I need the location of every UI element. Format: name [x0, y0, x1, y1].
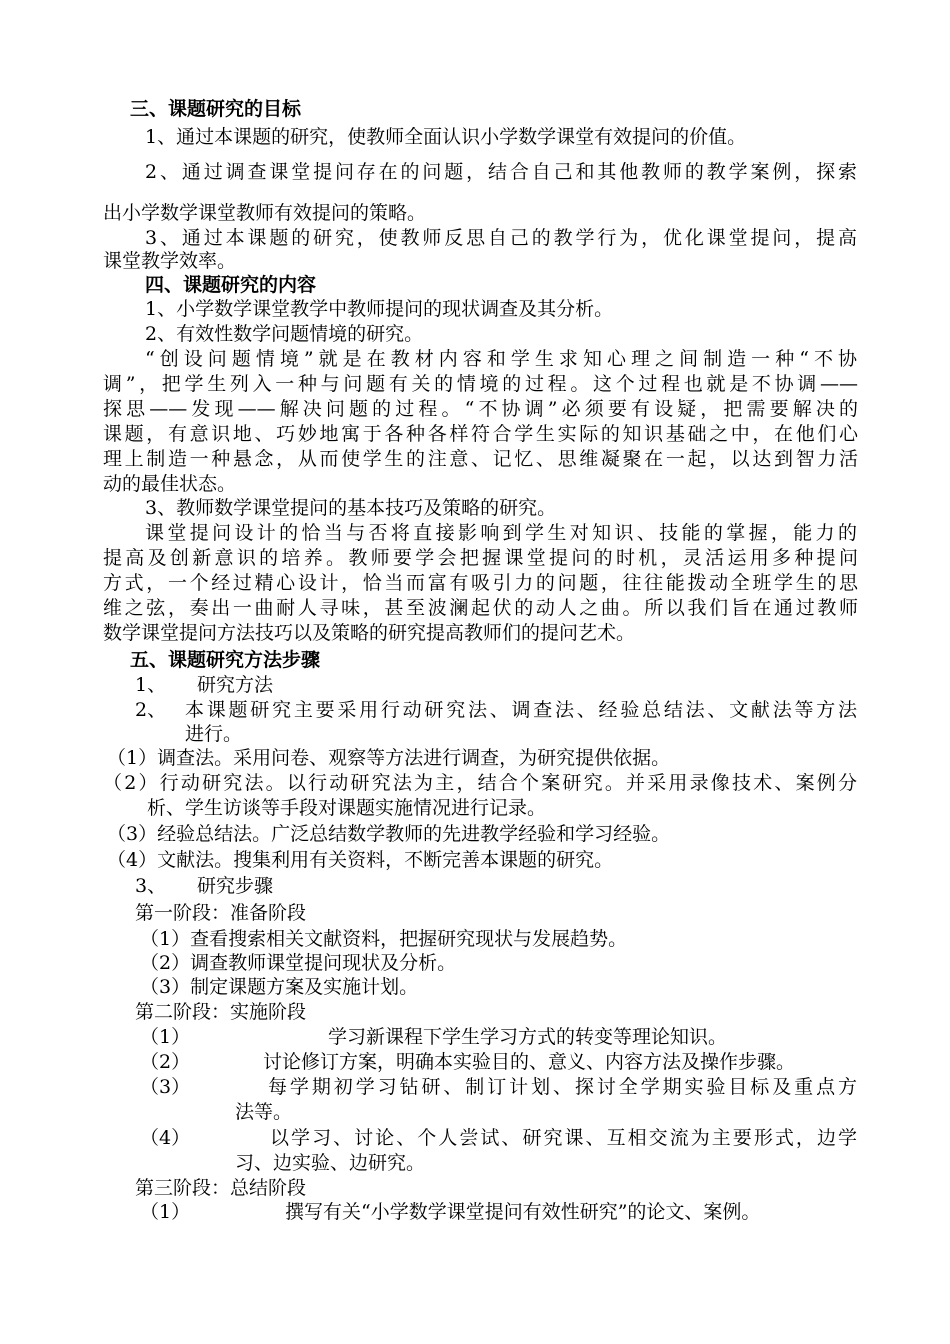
paragraph-2-line-4: 维之弦，奏出一曲耐人寻味，甚至波澜起伏的动人之曲。所以我们旨在通过教师 [103, 597, 858, 619]
paragraph-1-line-1: “创设问题情境”就是在教材内容和学生求知心理之间制造一种“不协 [145, 348, 857, 370]
method-1: （1）调查法。采用问卷、观察等方法进行调查，为研究提供依据。 [107, 747, 671, 769]
stage-1-item-2: （2）调查教师课堂提问现状及分析。 [140, 952, 457, 974]
content-item-2: 2、有效性数学问题情境的研究。 [145, 323, 424, 345]
section-4-heading: 四、课题研究的内容 [145, 274, 317, 296]
paragraph-1-line-3: 探思——发现——解决问题的过程。“不协调”必须要有设疑，把需要解决的 [103, 398, 858, 420]
paragraph-1-line-4: 课题，有意识地、巧妙地寓于各种各样符合学生实际的知识基础之中，在他们心 [103, 423, 858, 445]
section-5-heading: 五、课题研究方法步骤 [130, 649, 321, 671]
stage-2-item-4-number: （4） [140, 1127, 191, 1149]
list-2-text-line-1: 本课题研究主要采用行动研究法、调查法、经验总结法、文献法等方法 [185, 699, 857, 721]
list-1-number: 1、 [135, 674, 167, 696]
goal-3-line-2: 课堂教学效率。 [103, 250, 237, 272]
stage-2-item-1-number: （1） [140, 1026, 191, 1048]
goal-2-line-1: 2、通过调查课堂提问存在的问题，结合自己和其他教师的教学案例，探索 [145, 161, 857, 183]
stage-2-item-2-text: 讨论修订方案，明确本实验目的、意义、内容方法及操作步骤。 [263, 1051, 796, 1073]
content-item-3: 3、教师数学课堂提问的基本技巧及策略的研究。 [145, 497, 557, 519]
goal-3-line-1: 3、通过本课题的研究，使教师反思自己的教学行为，优化课堂提问，提高 [145, 227, 857, 249]
stage-2-item-3-text-line-1: 每学期初学习钻研、制订计划、探讨全学期实验目标及重点方 [268, 1076, 857, 1098]
stage-2-item-4-text-line-1: 以学习、讨论、个人尝试、研究课、互相交流为主要形式，边学 [270, 1127, 857, 1149]
paragraph-1-line-2: 调”，把学生列入一种与问题有关的情境的过程。这个过程也就是不协调—— [103, 373, 858, 395]
stage-1-item-1: （1）查看搜索相关文献资料，把握研究现状与发展趋势。 [140, 928, 628, 950]
stage-3-title: 第三阶段：总结阶段 [135, 1177, 307, 1199]
stage-2-item-2-number: （2） [140, 1051, 191, 1073]
method-2-line-2: 析、学生访谈等手段对课题实施情况进行记录。 [147, 797, 547, 819]
method-4: （4）文献法。搜集利用有关资料，不断完善本课题的研究。 [107, 849, 614, 871]
stage-2-item-4-text-line-2: 习、边实验、边研究。 [235, 1152, 426, 1174]
method-3: （3）经验总结法。广泛总结数学教师的先进教学经验和学习经验。 [107, 823, 671, 845]
list-1-text: 研究方法 [197, 674, 274, 696]
paragraph-1-line-6: 动的最佳状态。 [103, 473, 237, 495]
stage-3-item-1-text: 撰写有关“小学数学课堂提问有效性研究”的论文、案例。 [285, 1201, 761, 1223]
stage-2-item-3-text-line-2: 法等。 [235, 1101, 293, 1123]
stage-3-item-1-number: （1） [140, 1201, 191, 1223]
method-2-line-1: （2）行动研究法。以行动研究法为主，结合个案研究。并采用录像技术、案例分 [103, 772, 857, 794]
goal-2-line-2: 出小学数学课堂教师有效提问的策略。 [103, 202, 427, 224]
list-3-number: 3、 [135, 875, 167, 897]
stage-1-item-3: （3）制定课题方案及实施计划。 [140, 976, 419, 998]
paragraph-2-line-3: 方式，一个经过精心设计，恰当而富有吸引力的问题，往往能拨动全班学生的思 [103, 572, 858, 594]
content-item-1: 1、小学数学课堂教学中教师提问的现状调查及其分析。 [145, 298, 614, 320]
paragraph-2-line-2: 提高及创新意识的培养。教师要学会把握课堂提问的时机，灵活运用多种提问 [103, 547, 858, 569]
section-3-heading: 三、课题研究的目标 [130, 98, 302, 120]
stage-2-item-3-number: （3） [140, 1076, 191, 1098]
stage-1-title: 第一阶段：准备阶段 [135, 902, 307, 924]
goal-1: 1、通过本课题的研究，使教师全面认识小学数学课堂有效提问的价值。 [145, 126, 747, 148]
list-2-number: 2、 [135, 699, 167, 721]
stage-2-item-1-text: 学习新课程下学生学习方式的转变等理论知识。 [328, 1026, 728, 1048]
paragraph-1-line-5: 理上制造一种悬念，从而使学生的注意、记忆、思维凝聚在一起，以达到智力活 [103, 448, 858, 470]
paragraph-2-line-5: 数学课堂提问方法技巧以及策略的研究提高教师们的提问艺术。 [103, 622, 636, 644]
paragraph-2-line-1: 课堂提问设计的恰当与否将直接影响到学生对知识、技能的掌握，能力的 [145, 522, 857, 544]
list-3-text: 研究步骤 [197, 875, 274, 897]
stage-2-title: 第二阶段：实施阶段 [135, 1001, 307, 1023]
list-2-text-line-2: 进行。 [185, 723, 243, 745]
